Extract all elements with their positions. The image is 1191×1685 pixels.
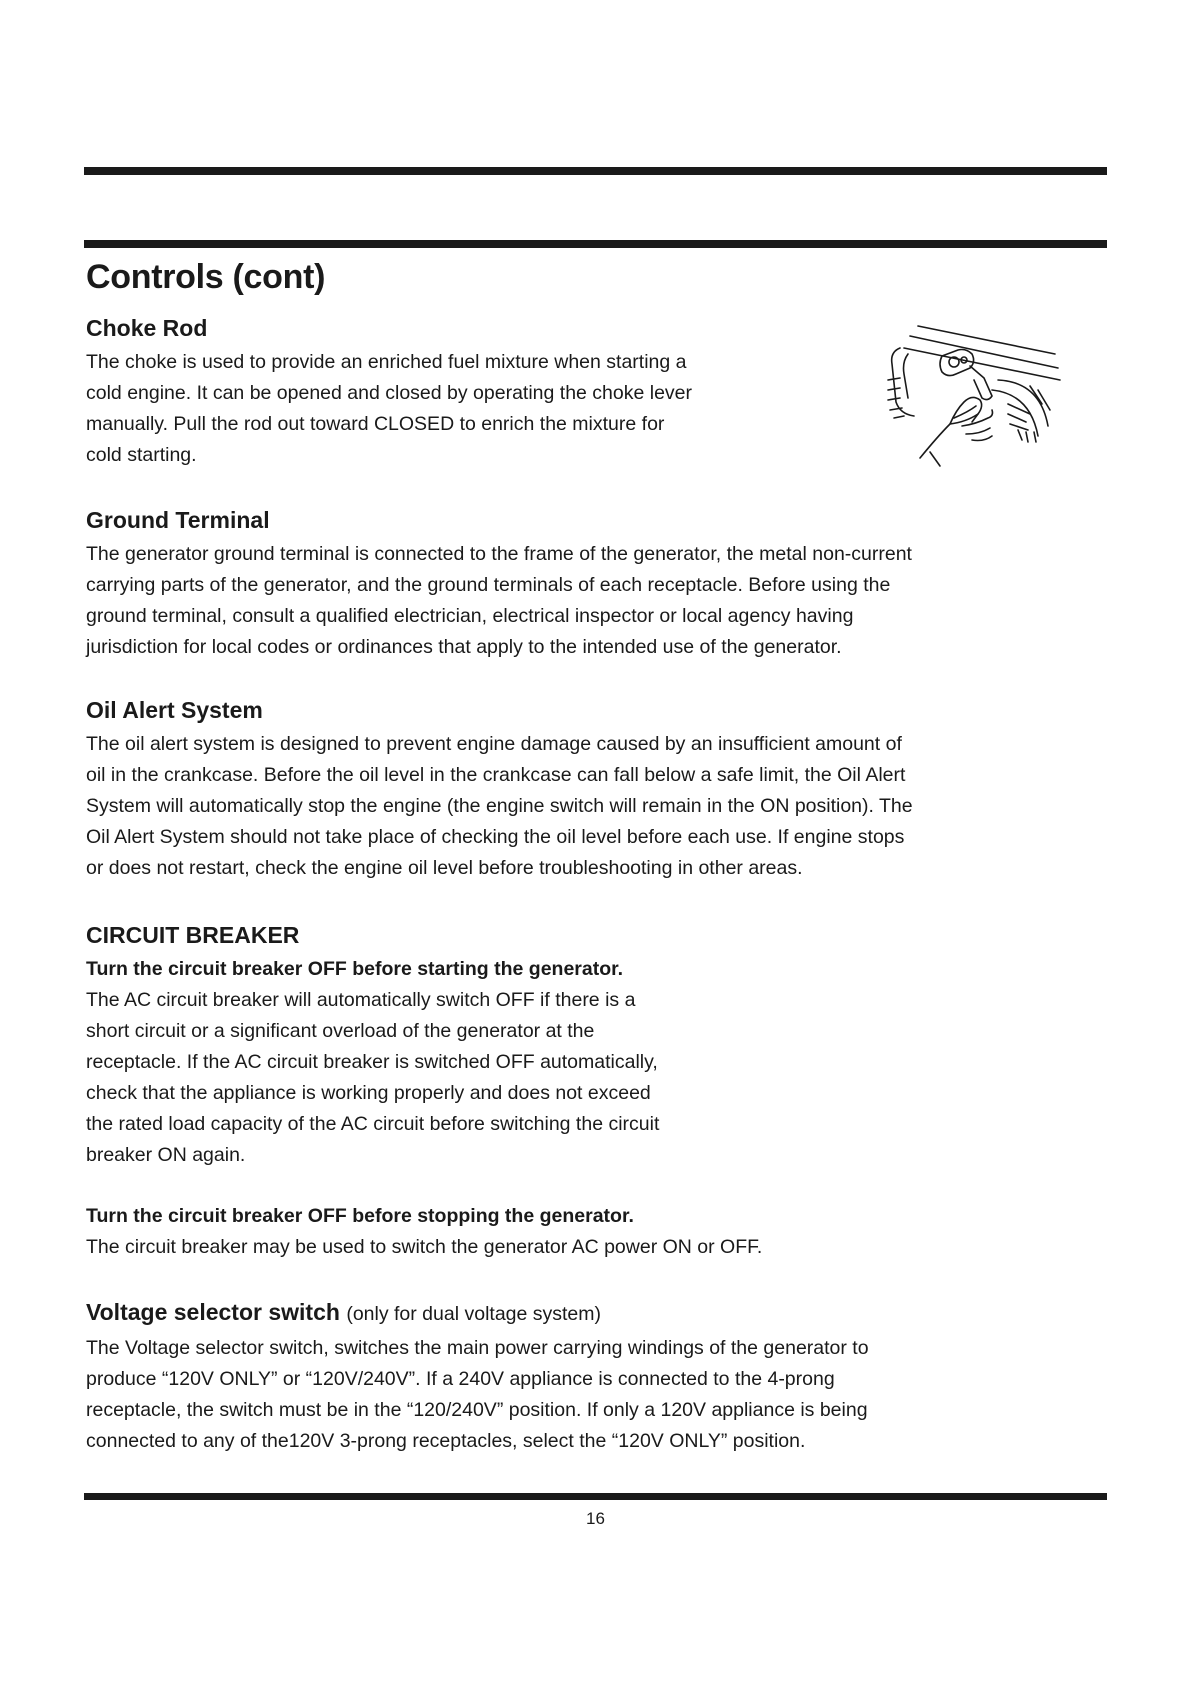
section-choke-rod [86, 313, 692, 471]
body-line: The choke is used to provide an enriched fuel mixture when starting a [86, 351, 687, 373]
section-heading: Ground Terminal [86, 507, 270, 533]
body-line: The Voltage selector switch, switches the main power carrying windings of the generator to [86, 1337, 869, 1359]
body-line: oil in the crankcase. Before the oil level in the crankcase can fall below a safe limit, the Oil Alert [86, 764, 906, 786]
body-line: or does not restart, check the engine oil level before troubleshooting in other areas. [86, 857, 803, 879]
body-line: breaker ON again. [86, 1144, 246, 1166]
body-line: System will automatically stop the engine (the engine switch will remain in the ON position). The [86, 795, 913, 817]
section-heading-row [86, 1297, 869, 1329]
body-line: receptacle. If the AC circuit breaker is switched OFF automatically, [86, 1051, 658, 1073]
section-ground-terminal [86, 505, 912, 663]
page-number: 16 [586, 1509, 605, 1528]
body-line: connected to any of the120V 3-prong receptacles, select the “120V ONLY” position. [86, 1430, 806, 1452]
section-heading: CIRCUIT BREAKER [86, 922, 300, 948]
section-circuit-breaker [86, 920, 659, 1171]
body-line: The AC circuit breaker will automatically switch OFF if there is a [86, 989, 636, 1011]
section-heading: Choke Rod [86, 315, 208, 341]
body-line: produce “120V ONLY” or “120V/240V”. If a 240V appliance is connected to the 4-prong [86, 1368, 835, 1390]
header-rule [84, 240, 1107, 248]
body-line: The circuit breaker may be used to switch the generator AC power ON or OFF. [86, 1236, 763, 1258]
body-line: carrying parts of the generator, and the ground terminals of each receptacle. Before using the [86, 574, 891, 596]
choke-rod-hand-illustration [880, 318, 1070, 468]
section-voltage-selector [86, 1297, 869, 1457]
body-line: The generator ground terminal is connected to the frame of the generator, the metal non-current [86, 543, 912, 565]
body-line: check that the appliance is working properly and does not exceed [86, 1082, 651, 1104]
body-line: ground terminal, consult a qualified electrician, electrical inspector or local agency having [86, 605, 854, 627]
body-line: the rated load capacity of the AC circuit before switching the circuit [86, 1113, 660, 1135]
body-line: manually. Pull the rod out toward CLOSED to enrich the mixture for [86, 413, 665, 435]
section-heading: Oil Alert System [86, 697, 263, 723]
section-oil-alert [86, 695, 913, 884]
footer-rule [84, 1493, 1107, 1500]
heading-note: (only for dual voltage system) [346, 1303, 602, 1325]
body-line: cold engine. It can be opened and closed by operating the choke lever [86, 382, 693, 404]
body-line: The oil alert system is designed to prevent engine damage caused by an insufficient amount of [86, 733, 902, 755]
section-breaker-stop [86, 1201, 762, 1263]
bold-instruction: Turn the circuit breaker OFF before stopping the generator. [86, 1205, 634, 1227]
body-line: Oil Alert System should not take place of checking the oil level before each use. If engine stops [86, 826, 905, 848]
body-line: short circuit or a significant overload of the generator at the [86, 1020, 595, 1042]
page-title: Controls (cont) [86, 258, 326, 296]
body-line: receptacle, the switch must be in the “120/240V” position. If only a 120V appliance is being [86, 1399, 868, 1421]
bold-instruction: Turn the circuit breaker OFF before starting the generator. [86, 958, 624, 980]
body-line: cold starting. [86, 444, 197, 466]
top-rule [84, 167, 1107, 175]
section-heading: Voltage selector switch [86, 1299, 340, 1325]
body-line: jurisdiction for local codes or ordinances that apply to the intended use of the generator. [86, 636, 842, 658]
